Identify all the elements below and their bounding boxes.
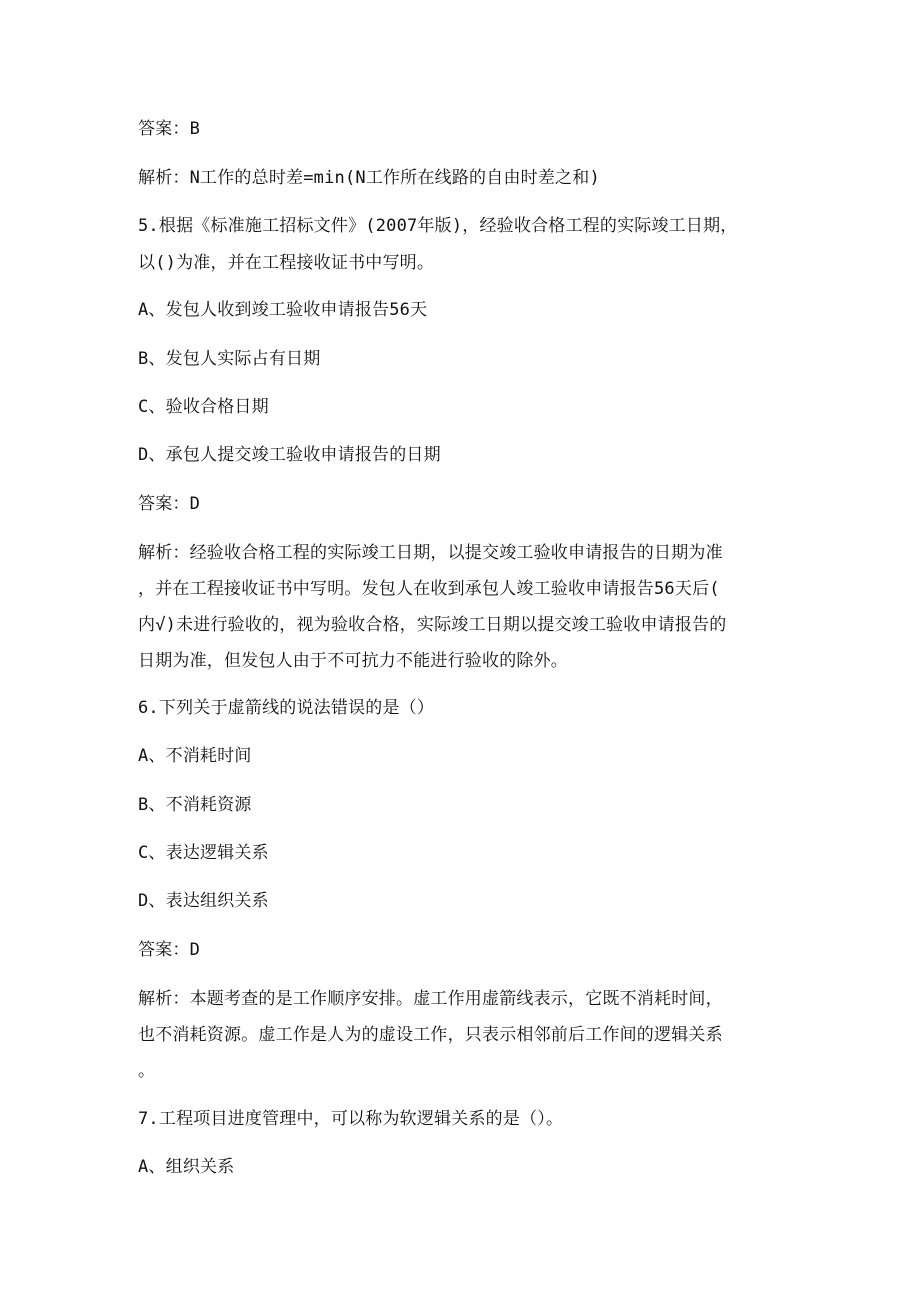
explanation-6-line-1: 解析：本题考查的是工作顺序安排。虚工作用虚箭线表示，它既不消耗时间，	[138, 989, 723, 1009]
explanation-5-line-2: ，并在工程接收证书中写明。发包人在收到承包人竣工验收申请报告56天后(	[138, 579, 720, 599]
explanation-4: 解析：N工作的总时差=min(N工作所在线路的自由时差之和)	[138, 168, 600, 188]
answer-4: 答案：B	[138, 119, 201, 139]
explanation-5-line-1: 解析：经验收合格工程的实际竣工日期，以提交竣工验收申请报告的日期为准	[138, 543, 723, 563]
question-5-line-2: 以()为准，并在工程接收证书中写明。	[138, 253, 435, 273]
question-5-option-a: A、发包人收到竣工验收申请报告56天	[138, 300, 428, 320]
explanation-6-line-3: 。	[138, 1061, 156, 1081]
question-6-option-c: C、表达逻辑关系	[138, 843, 269, 863]
question-5-line-1: 5.根据《标准施工招标文件》(2007年版)，经验收合格工程的实际竣工日期，	[138, 216, 738, 236]
explanation-5-line-4: 日期为准，但发包人由于不可抗力不能进行验收的除外。	[138, 651, 568, 671]
question-6-option-a: A、不消耗时间	[138, 746, 252, 766]
explanation-5-line-3: 内√)未进行验收的，视为验收合格，实际竣工日期以提交竣工验收申请报告的	[138, 615, 727, 635]
question-6: 6.下列关于虚箭线的说法错误的是（）	[138, 698, 435, 718]
answer-6: 答案：D	[138, 940, 201, 960]
question-5-option-b: B、发包人实际占有日期	[138, 349, 321, 369]
question-7-option-a: A、组织关系	[138, 1157, 235, 1177]
question-7: 7.工程项目进度管理中，可以称为软逻辑关系的是（）。	[138, 1109, 564, 1129]
answer-5: 答案：D	[138, 494, 201, 514]
question-6-option-d: D、表达组织关系	[138, 891, 269, 911]
question-6-option-b: B、不消耗资源	[138, 795, 252, 815]
question-5-option-d: D、承包人提交竣工验收申请报告的日期	[138, 445, 441, 465]
explanation-6-line-2: 也不消耗资源。虚工作是人为的虚设工作，只表示相邻前后工作间的逻辑关系	[138, 1025, 723, 1045]
question-5-option-c: C、验收合格日期	[138, 397, 269, 417]
